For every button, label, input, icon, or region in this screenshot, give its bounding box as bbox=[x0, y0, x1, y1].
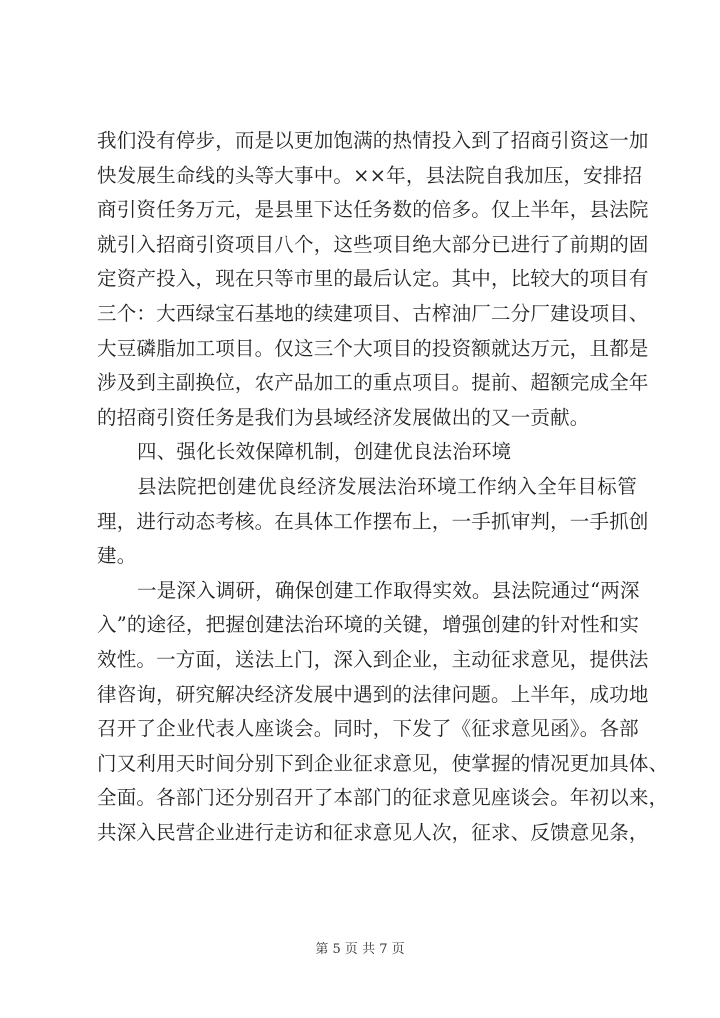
text-line: 全面。各部门还分别召开了本部门的征求意见座谈会。年初以来， bbox=[97, 786, 669, 810]
text-line: 入”的途径，把握创建法治环境的关键，增强创建的针对性和实 bbox=[97, 613, 640, 637]
text-line: 建。 bbox=[97, 544, 137, 568]
text-line: 我们没有停步，而是以更加饱满的热情投入到了招商引资这一加 bbox=[97, 129, 649, 152]
text-line: 三个：大西绿宝石基地的续建项目、古榨油厂二分厂建设项目、 bbox=[97, 301, 649, 325]
text-line: 的招商引资任务是我们为县域经济发展做出的又一贡献。 bbox=[97, 405, 590, 429]
text-line: 门又利用天时间分别下到企业征求意见，使掌握的情况更加具体、 bbox=[97, 751, 669, 775]
paragraph-start-line: 一是深入调研，确保创建工作取得实效。县法院通过“两深 bbox=[137, 578, 640, 602]
text-line: 共深入民营企业进行走访和征求意见人次，征求、反馈意见条， bbox=[97, 820, 649, 844]
text-line: 理，进行动态考核。在具体工作摆布上，一手抓审判，一手抓创 bbox=[97, 509, 649, 533]
page-footer: 第 5 页 共 7 页 bbox=[315, 942, 405, 957]
text-line: 就引入招商引资项目八个，这些项目绝大部分已进行了前期的固 bbox=[97, 232, 649, 256]
text-line: 律咨询，研究解决经济发展中遇到的法律问题。上半年，成功地 bbox=[97, 682, 649, 706]
paragraph-start-line: 县法院把创建优良经济发展法治环境工作纳入全年目标管 bbox=[137, 474, 637, 498]
text-line: 大豆磷脂加工项目。仅这三个大项目的投资额就达万元，且都是 bbox=[97, 336, 649, 360]
text-line: 定资产投入，现在只等市里的最后认定。其中，比较大的项目有 bbox=[97, 267, 649, 291]
text-line: 涉及到主副换位，农产品加工的重点项目。提前、超额完成全年 bbox=[97, 371, 649, 395]
section-heading: 四、强化长效保障机制，创建优良法治环境 bbox=[137, 440, 512, 464]
text-line: 快发展生命线的头等大事中。××年，县法院自我加压，安排招 bbox=[97, 163, 643, 187]
text-line: 商引资任务万元，是县里下达任务数的倍多。仅上半年，县法院 bbox=[97, 198, 649, 222]
document-body bbox=[97, 124, 669, 850]
text-line: 效性。一方面，送法上门，深入到企业，主动征求意见，提供法 bbox=[97, 647, 649, 671]
text-line: 召开了企业代表人座谈会。同时，下发了《征求意见函》。各部 bbox=[97, 717, 639, 741]
